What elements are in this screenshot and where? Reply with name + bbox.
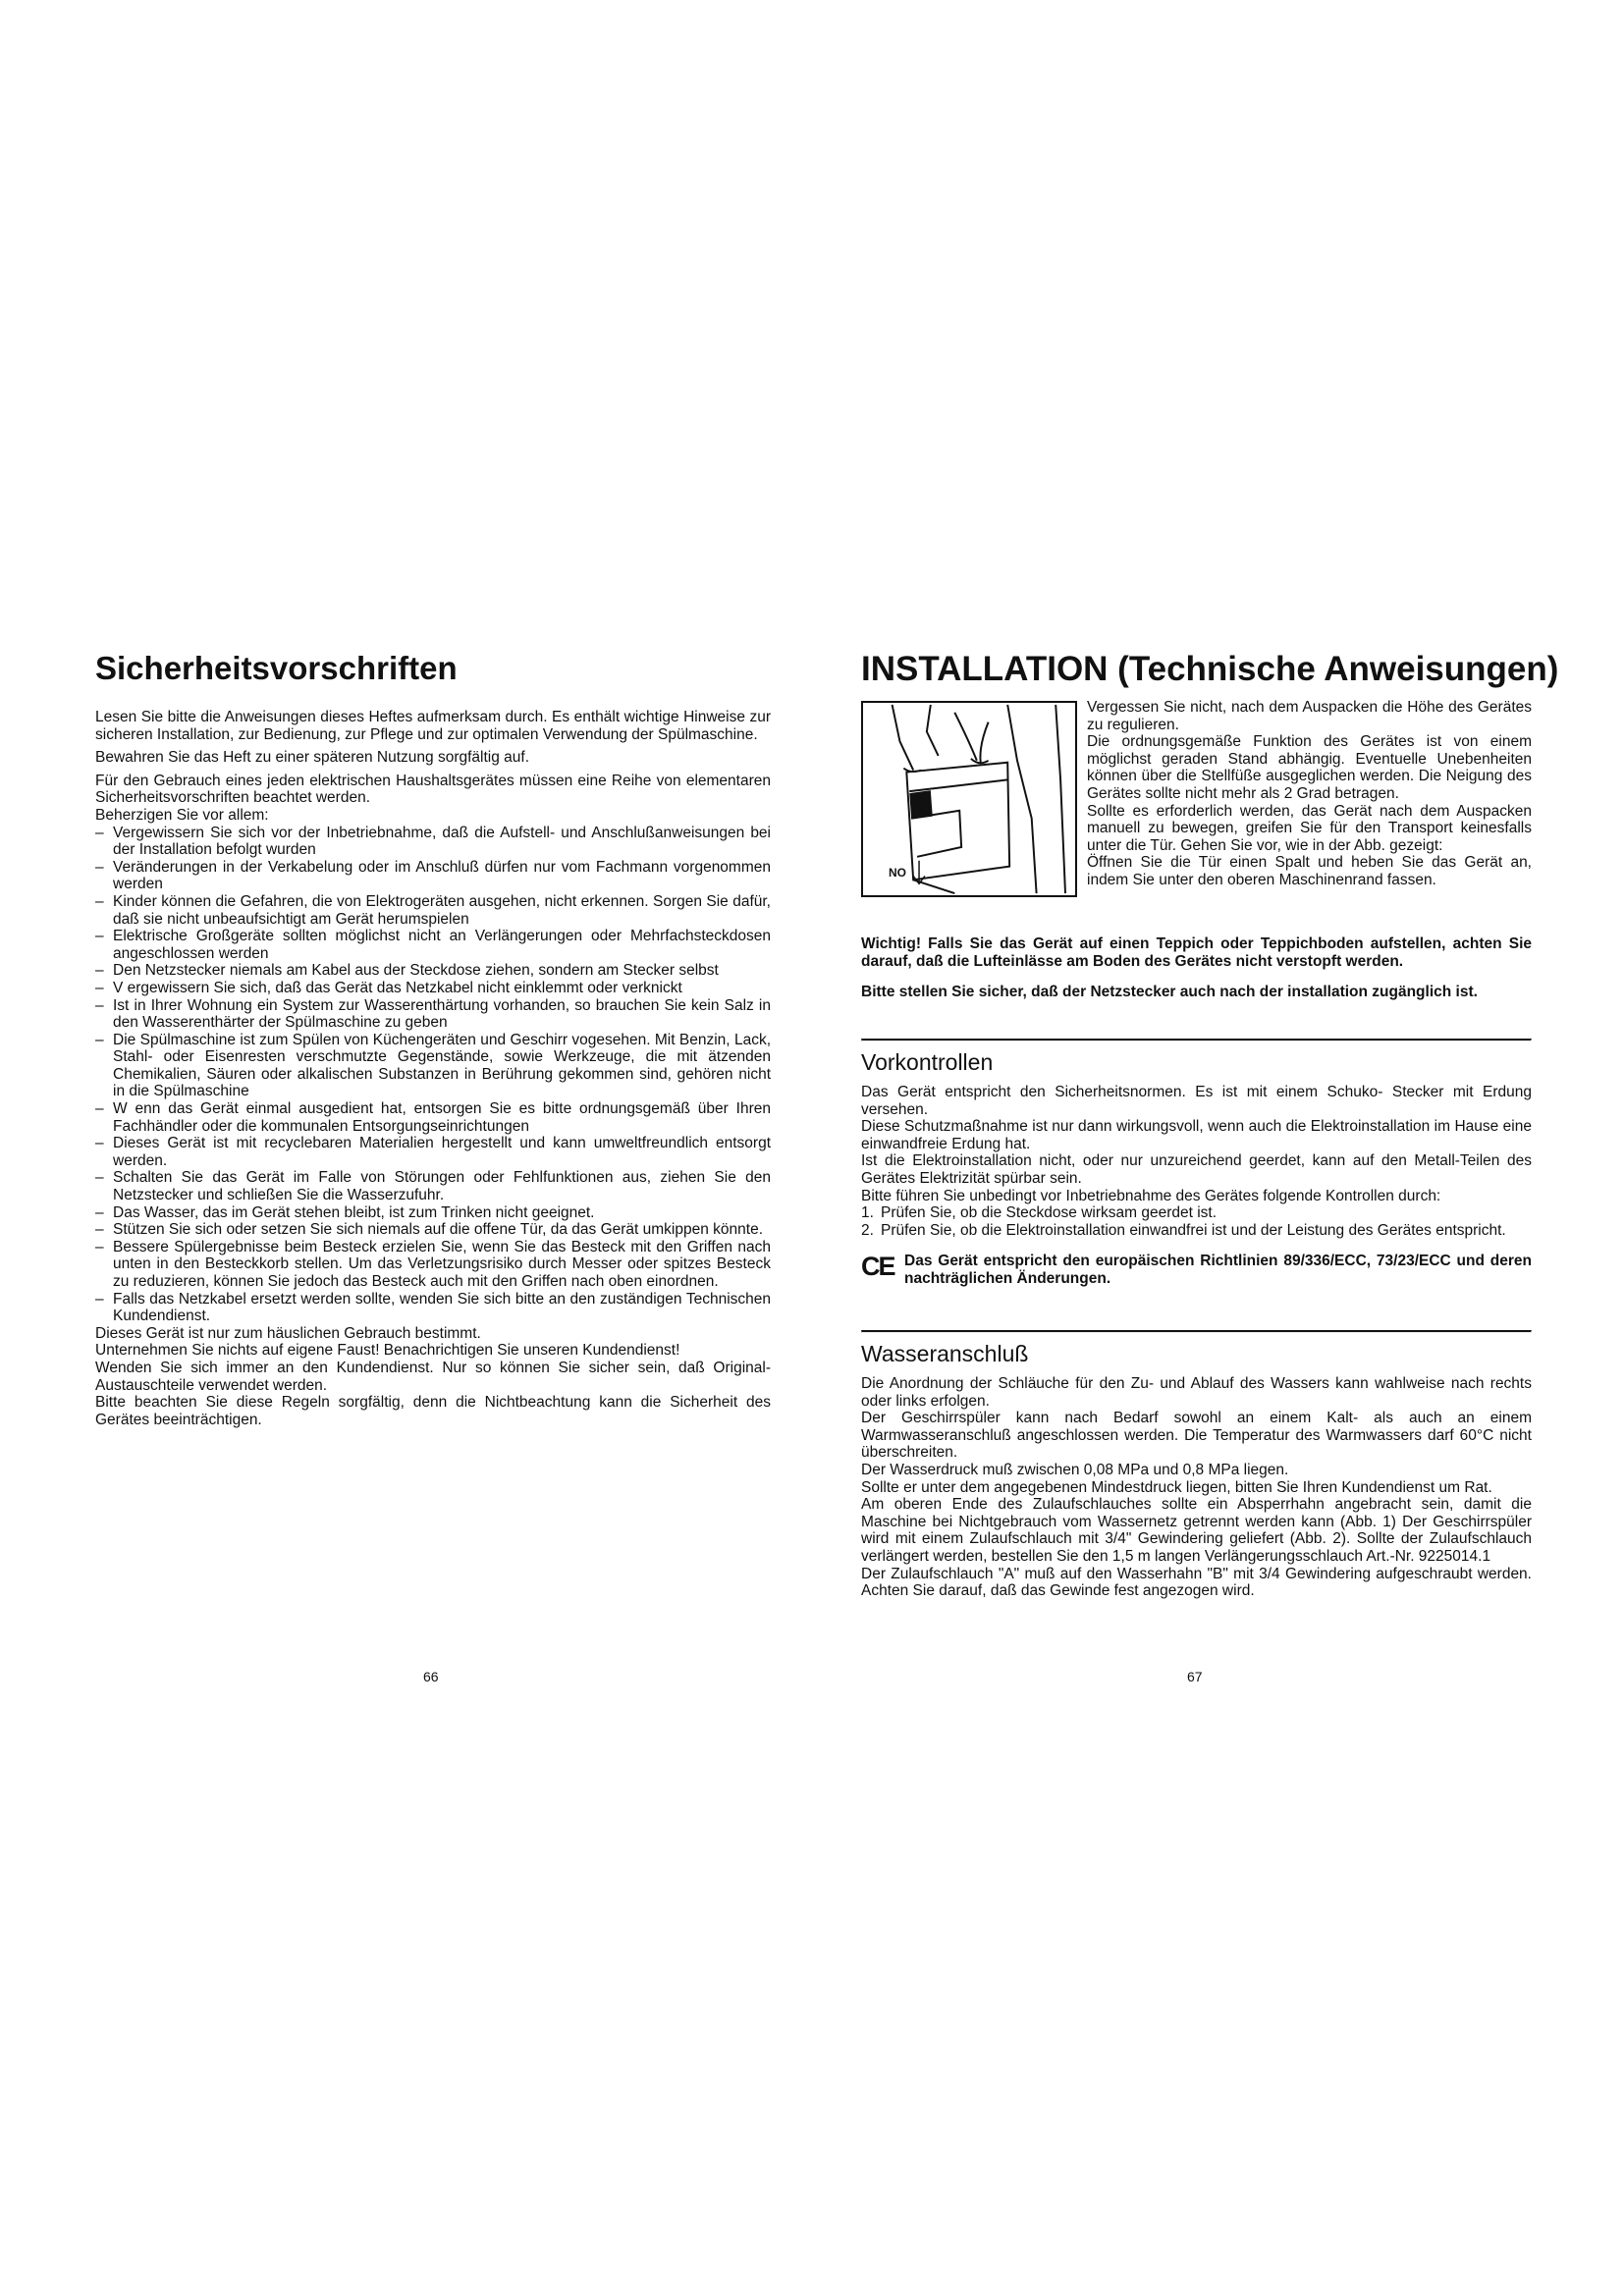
section-heading: Wasseranschluß xyxy=(861,1341,1029,1366)
lifting-illustration xyxy=(861,701,1077,897)
keep-booklet-paragraph: Bewahren Sie das Heft zu einer späteren Nutzung sorgfältig auf. xyxy=(95,749,530,767)
section-body xyxy=(861,1375,1532,1600)
list-item: – Das Wasser, das im Gerät stehen bleibt, ist zum Trinken nicht geeignet. xyxy=(95,1203,595,1221)
ce-conformity-text: Das Gerät entspricht den europäischen Richtlinien 89/336/ECC, 73/23/ECC und deren nachträglichen Änderungen. xyxy=(904,1253,1532,1287)
check-item: 1. Prüfen Sie, ob die Steckdose wirksam geerdet ist. xyxy=(861,1204,1218,1222)
rules-paragraph: Für den Gebrauch eines jeden elektrischen Haushaltsgerätes müssen eine Reihe von elementaren Sicherheitsvorschriften beachtet werden. xyxy=(95,772,771,807)
list-item: – Vergewissern Sie sich vor der Inbetriebnahme, daß die Aufstell- und Anschlußanweisungen bei der Installation befolgt wurden xyxy=(95,824,771,859)
important-notes xyxy=(861,935,1532,1001)
intro-paragraph: Lesen Sie bitte die Anweisungen dieses Heftes aufmerksam durch. Es enthält wichtige Hinweise zur sicheren Installation, zur Bedienung, zur Pflege und zur optimalen Verwendung der Spülmaschine. xyxy=(95,709,771,743)
page-number: 66 xyxy=(423,1669,439,1684)
paragraph: Diese Schutzmaßnahme ist nur dann wirkungsvoll, wenn auch die Elektroinstallation im Hause eine einwandfreie Erdung hat. xyxy=(861,1118,1532,1152)
section-heading: Vorkontrollen xyxy=(861,1049,994,1075)
section-wasseranschluss xyxy=(861,1330,1532,1600)
list-item: – Falls das Netzkabel ersetzt werden sollte, wenden Sie sich bitte an den zuständigen Technischen Kundendienst. xyxy=(95,1290,771,1325)
section-divider xyxy=(861,1039,1532,1041)
paragraph: Das Gerät entspricht den Sicherheitsnormen. Es ist mit einem Schuko- Stecker mit Erdung versehen. xyxy=(861,1084,1532,1118)
list-item: – W enn das Gerät einmal ausgedient hat, entsorgen Sie es bitte ordnungsgemäß über Ihren Fachhändler oder die kommunalen Entsorgungseinrichtungen xyxy=(95,1100,771,1135)
list-item: – Bessere Spülergebnisse beim Besteck erzielen Sie, wenn Sie das Besteck mit den Griffen nach unten in den Besteckkorb stellen. Um das Verletzungsrisiko durch Messer oder spitzes Besteck zu reduzieren, können Sie jedoch das Besteck auch mit den Griffen nach oben einordnen. xyxy=(95,1238,771,1290)
installation-intro xyxy=(1087,699,1532,889)
section-vorkontrollen xyxy=(861,1039,1532,1306)
paragraph: Ist die Elektroinstallation nicht, oder nur unzureichend geerdet, kann auf den Metall-Teilen des Gerätes Elektrizität spürbar sein. xyxy=(861,1152,1532,1187)
paragraph: Sollte er unter dem angegebenen Mindestdruck liegen, bitten Sie Ihren Kundendienst um Rat. xyxy=(861,1478,1492,1496)
safety-body xyxy=(95,709,771,1428)
intro-paragraph: Öffnen Sie die Tür einen Spalt und heben Sie das Gerät an, indem Sie unter den oberen Maschinenrand fassen. xyxy=(1087,854,1532,888)
paragraph: Der Zulaufschlauch "A" muß auf den Wasserhahn "B" mit 3/4 Gewindering aufgeschraubt werden. Achten Sie darauf, daß das Gewinde fest angezogen wird. xyxy=(861,1565,1532,1600)
page-number: 67 xyxy=(1187,1669,1203,1684)
closing-paragraph: Unternehmen Sie nichts auf eigene Faust! Benachrichtigen Sie unseren Kundendienst! xyxy=(95,1342,680,1360)
list-item: – Dieses Gerät ist mit recyclebaren Materialien hergestellt und kann umweltfreundlich entsorgt werden. xyxy=(95,1135,771,1169)
paragraph: Am oberen Ende des Zulaufschlauches sollte ein Absperrhahn angebracht sein, damit die Maschine bei Nichtgebrauch vom Wassernetz getrennt werden kann (Abb. 1) Der Geschirrspüler wird mit einem Zulaufschlauch mit 3/4" Gewindering geliefert (Abb. 2). Sollte der Zulaufschlauch verlängert werden, bestellen Sie den 1,5 m langen Verlängerungsschlauch Art.-Nr. 9225014.1 xyxy=(861,1496,1532,1565)
list-item: – V ergewissern Sie sich, daß das Gerät das Netzkabel nicht einklemmt oder verknickt xyxy=(95,979,682,996)
carpet-warning: Wichtig! Falls Sie das Gerät auf einen Teppich oder Teppichboden aufstellen, achten Sie darauf, daß die Lufteinlässe am Boden des Gerätes nicht verstopft werden. xyxy=(861,935,1532,970)
closing-paragraph: Dieses Gerät ist nur zum häuslichen Gebrauch bestimmt. xyxy=(95,1324,481,1342)
safety-list xyxy=(95,825,771,1325)
plug-access-note: Bitte stellen Sie sicher, daß der Netzstecker auch nach der installation zugänglich ist. xyxy=(861,984,1478,1001)
list-item: – Kinder können die Gefahren, die von Elektrogeräten ausgehen, nicht erkennen. Sorgen Sie dafür, daß sie nicht unbeaufsichtigt am Gerät herumspielen xyxy=(95,892,771,928)
section-body xyxy=(861,1084,1532,1239)
list-item: – Veränderungen in der Verkabelung oder im Anschluß dürfen nur vom Fachmann vorgenommen werden xyxy=(95,858,771,893)
list-item: – Stützen Sie sich oder setzen Sie sich niemals auf die offene Tür, da das Gerät umkippen könnte. xyxy=(95,1221,764,1239)
ce-mark-icon: CE xyxy=(861,1252,894,1282)
intro-paragraph: Die ordnungsgemäße Funktion des Gerätes ist von einem möglichst geraden Stand abhängig. Eventuelle Unebenheiten können über die Stellfüße ausgeglichen werden. Die Neigung des Gerätes sollte nicht mehr als 2 Grad betragen. xyxy=(1087,733,1532,802)
paragraph: Bitte führen Sie unbedingt vor Inbetriebnahme des Gerätes folgende Kontrollen durch: xyxy=(861,1187,1441,1204)
figure-label-no: NO xyxy=(889,866,906,880)
ce-conformity xyxy=(861,1253,1532,1287)
paragraph: Die Anordnung der Schläuche für den Zu- und Ablauf des Wassers kann wahlweise nach rechts oder links erfolgen. xyxy=(861,1375,1532,1410)
list-item: – Ist in Ihrer Wohnung ein System zur Wasserenthärtung vorhanden, so brauchen Sie kein Salz in den Wasserenthärter der Spülmaschine zu geben xyxy=(95,996,771,1032)
page-title-installation: INSTALLATION (Technische Anweisungen) xyxy=(861,650,1559,688)
closing-paragraph: Wenden Sie sich immer an den Kundendienst. Nur so können Sie sicher sein, daß Original-Austauschteile verwendet werden. xyxy=(95,1359,771,1394)
intro-paragraph: Vergessen Sie nicht, nach dem Auspacken die Höhe des Gerätes zu regulieren. xyxy=(1087,699,1532,733)
list-item: – Elektrische Großgeräte sollten möglichst nicht an Verlängerungen oder Mehrfachsteckdosen angeschlossen werden xyxy=(95,928,771,962)
paragraph: Der Wasserdruck muß zwischen 0,08 MPa und 0,8 MPa liegen. xyxy=(861,1461,1289,1478)
section-divider xyxy=(861,1330,1532,1333)
heed-label: Beherzigen Sie vor allem: xyxy=(95,806,269,824)
paragraph: Der Geschirrspüler kann nach Bedarf sowohl an einem Kalt- als auch an einem Warmwasseranschluß angeschlossen werden. Die Temperatur des Warmwassers darf 60°C nicht überschreiten. xyxy=(861,1410,1532,1462)
list-item: – Die Spülmaschine ist zum Spülen von Küchengeräten und Geschirr vogesehen. Mit Benzin, Lack, Stahl- oder Eisenresten verschmutzte Gegenstände, sowie Werkzeuge, die mit ätzenden Chemikalien, Säuren oder alkalischen Substanzen in Berührung gekommen sind, gehören nicht in die Spülmaschine xyxy=(95,1031,771,1100)
list-item: – Den Netzstecker niemals am Kabel aus der Steckdose ziehen, sondern am Stecker selbst xyxy=(95,962,719,980)
check-item: 2. Prüfen Sie, ob die Elektroinstallation einwandfrei ist und der Leistung des Gerätes entspricht. xyxy=(861,1221,1506,1239)
closing-paragraph: Bitte beachten Sie diese Regeln sorgfältig, denn die Nichtbeachtung kann die Sicherheit des Gerätes beeinträchtigen. xyxy=(95,1394,771,1428)
intro-paragraph: Sollte es erforderlich werden, das Gerät nach dem Auspacken manuell zu bewegen, greifen Sie für den Transport keinesfalls unter die Tür. Gehen Sie vor, wie in der Abb. gezeigt: xyxy=(1087,802,1532,854)
page-title-safety: Sicherheitsvorschriften xyxy=(95,650,458,686)
list-item: – Schalten Sie das Gerät im Falle von Störungen oder Fehlfunktionen aus, ziehen Sie den Netzstecker und schließen Sie die Wasserzufuhr. xyxy=(95,1169,771,1204)
